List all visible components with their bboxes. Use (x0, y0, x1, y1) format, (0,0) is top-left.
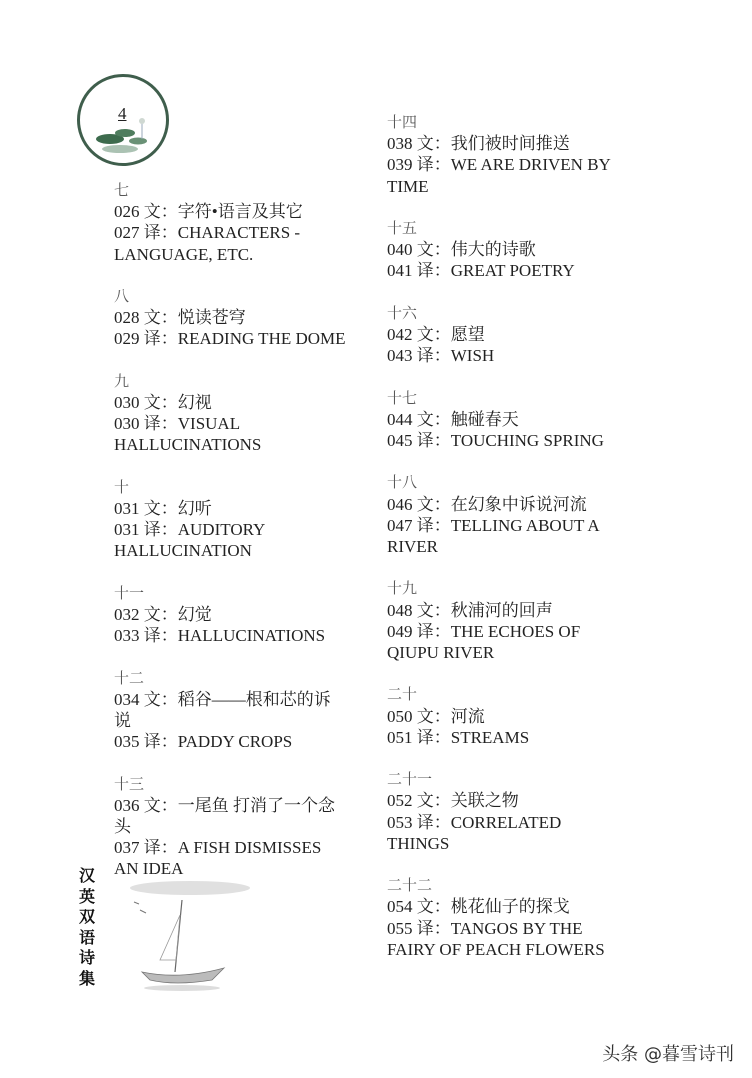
section-numeral: 二十 (387, 685, 418, 704)
section-numeral: 十五 (387, 219, 418, 237)
toc-entry-english[interactable]: 029 译：READING THE DOME (114, 329, 346, 349)
side-title-char: 英 (79, 886, 96, 906)
toc-entry-chinese[interactable]: 038 文：我们被时间推送 (387, 134, 570, 154)
toc-section (114, 286, 346, 350)
toc-section (387, 218, 627, 282)
side-title (79, 866, 99, 989)
toc-entry-english[interactable]: 039 译：WE ARE DRIVEN BY TIME (387, 155, 611, 196)
toc-entry-english[interactable]: 035 译：PADDY CROPS (114, 732, 293, 752)
toc-entry-chinese[interactable]: 034 文：稻谷——根和芯的诉说 (114, 689, 331, 730)
toc-entry-english[interactable]: 047 译：TELLING ABOUT A RIVER (387, 515, 599, 556)
toc-entry-english[interactable]: 043 译：WISH (387, 346, 495, 366)
toc-section (114, 477, 346, 562)
toc-entry-english[interactable]: 045 译：TOUCHING SPRING (387, 431, 604, 450)
side-title-char: 集 (79, 968, 96, 988)
toc-section (387, 684, 627, 748)
watermark: 头条 @暮雪诗刊 (602, 1044, 734, 1065)
side-title-char: 诗 (79, 948, 96, 967)
toc-section (114, 583, 346, 647)
toc-entry-chinese[interactable]: 048 文：秋浦河的回声 (387, 600, 553, 620)
toc-entry-english[interactable]: 031 译：AUDITORY HALLUCINATION (114, 520, 265, 561)
toc-entry-english[interactable]: 049 译：THE ECHOES OF QIUPU RIVER (387, 621, 581, 662)
toc-entry-english[interactable]: 037 译：A FISH DISMISSES AN IDEA (114, 838, 322, 879)
page-number: 4 (118, 104, 127, 123)
toc-entry-chinese[interactable]: 044 文：触碰春天 (387, 409, 519, 429)
toc-entry-chinese[interactable]: 030 文：幻视 (114, 393, 212, 412)
toc-entry-english[interactable]: 027 译：CHARACTERS - LANGUAGE, ETC. (114, 223, 301, 264)
toc-section (387, 303, 627, 367)
toc-entry-chinese[interactable]: 052 文：关联之物 (387, 791, 519, 811)
toc-entry-english[interactable]: 051 译：STREAMS (387, 727, 530, 747)
toc-entry-chinese[interactable]: 032 文：幻觉 (114, 605, 212, 624)
section-numeral: 八 (114, 287, 130, 305)
toc-section (114, 371, 346, 456)
toc-right-column (387, 112, 627, 981)
toc-entry-chinese[interactable]: 031 文：幻听 (114, 499, 212, 518)
toc-entry-chinese[interactable]: 028 文：悦读苍穹 (114, 308, 246, 328)
side-title-char: 汉 (79, 866, 96, 885)
section-numeral: 十一 (114, 583, 145, 602)
section-numeral: 七 (114, 181, 130, 199)
toc-section (387, 769, 627, 854)
toc-section (387, 112, 627, 197)
sailboat-illustration (120, 860, 250, 1000)
toc-section (114, 668, 346, 753)
section-numeral: 九 (114, 371, 130, 390)
toc-section (114, 180, 346, 265)
toc-entry-chinese[interactable]: 054 文：桃花仙子的探戈 (387, 897, 570, 917)
toc-section (387, 472, 627, 557)
toc-entry-english[interactable]: 041 译：GREAT POETRY (387, 261, 575, 281)
section-numeral: 二十二 (387, 876, 433, 895)
toc-entry-chinese[interactable]: 042 文：愿望 (387, 325, 485, 344)
section-numeral: 十九 (387, 579, 418, 598)
toc-section (387, 875, 627, 960)
section-numeral: 十 (114, 477, 130, 496)
toc-entry-english[interactable]: 033 译：HALLUCINATIONS (114, 626, 326, 646)
toc-entry-chinese[interactable]: 040 文：伟大的诗歌 (387, 240, 536, 260)
toc-entry-chinese[interactable]: 036 文：一尾鱼 打消了一个念头 (114, 795, 335, 836)
section-numeral: 十八 (387, 473, 418, 492)
toc-entry-chinese[interactable]: 046 文：在幻象中诉说河流 (387, 494, 587, 514)
toc-entry-english[interactable]: 030 译：VISUAL HALLUCINATIONS (114, 414, 262, 455)
toc-left-column (114, 180, 346, 901)
toc-entry-english[interactable]: 055 译：TANGOS BY THE FAIRY OF PEACH FLOWERS (387, 918, 605, 959)
section-numeral: 二十一 (387, 770, 433, 789)
toc-section (387, 578, 627, 663)
toc-section (387, 388, 627, 452)
section-numeral: 十三 (114, 774, 145, 793)
toc-entry-chinese[interactable]: 026 文：字符•语言及其它 (114, 202, 303, 222)
section-numeral: 十四 (387, 113, 418, 131)
toc-entry-english[interactable]: 053 译：CORRELATED THINGS (387, 812, 562, 853)
section-numeral: 十六 (387, 303, 418, 322)
section-numeral: 十二 (114, 668, 145, 687)
side-title-char: 双 (79, 907, 96, 926)
section-numeral: 十七 (387, 388, 418, 407)
toc-entry-chinese[interactable]: 050 文：河流 (387, 706, 485, 726)
side-title-char: 语 (79, 927, 96, 947)
